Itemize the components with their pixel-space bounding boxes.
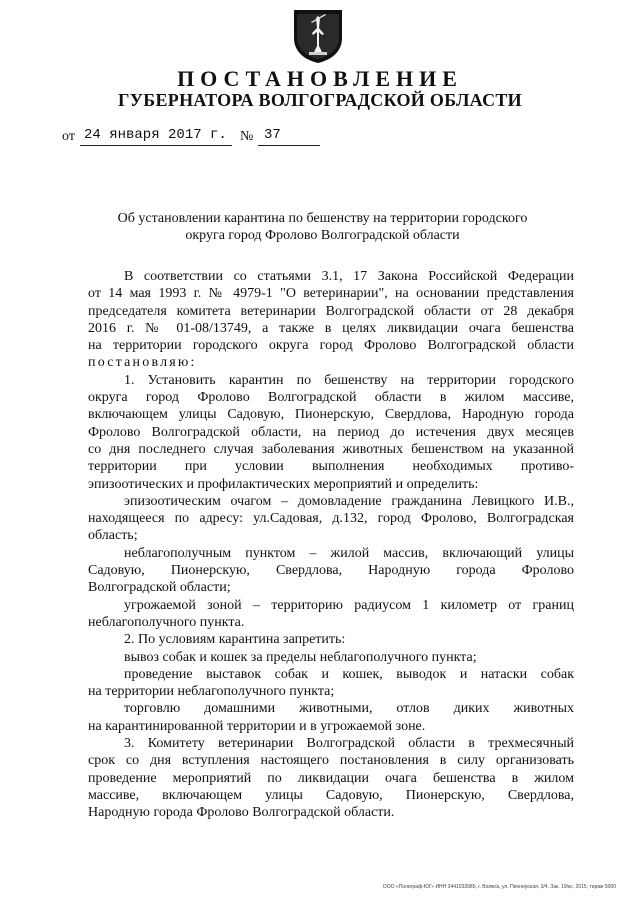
body-line: 2016 г. № 01-08/13749, а также в целях ликвидации очага бешенства [88,320,574,336]
subject-line: Об установлении карантина по бешенству на территории городского [117,211,528,226]
number-underline [258,145,320,146]
subject-line: округа город Фролово Волгоградской области [185,228,460,243]
document-subtitle: ГУБЕРНАТОРА ВОЛГОГРАДСКОЙ ОБЛАСТИ [118,90,522,110]
body-line: массиве, включающем улицы Садовую, Пионерскую, Свердлова, [88,787,574,803]
body-line: от 14 мая 1993 г. № 4979-1 "О ветеринарии", на основании представления [88,286,574,302]
body-line: председателя комитета ветеринарии Волгоградской области от 28 декабря [88,303,574,319]
body-line: область; [88,528,138,544]
body-line: 2. По условиям карантина запретить: [124,632,346,648]
body-line: территории при условии выполнения необходимых противо- [88,459,574,475]
body-line: включающем улицы Садовую, Пионерскую, Свердлова, Народную города [88,407,574,423]
document-number-label: № [240,129,254,144]
printer-footer: ООО «Полиграф-ЮГ» ИНН 3441033985, г. Волжск, ул. Пионерская, 3/4. Зак. 19/кс, 2015, тираж 5000 [382,884,616,890]
body-line: проведение мероприятий по ликвидации очага бешенства в жилом [88,770,574,786]
document-subject [90,210,555,244]
coat-of-arms-emblem [291,8,345,64]
document-body [88,268,574,822]
body-line: Фролово Волгоградской области, на период до истечения двух месяцев [88,424,574,440]
body-line: эпизоотическим очагом – домовладение гражданина Левицкого И.В., [124,493,574,509]
body-line: 3. Комитету ветеринарии Волгоградской области в трехмесячный [124,736,574,752]
body-line: срок со дня вступления настоящего постановления в силу организовать [88,753,574,769]
body-line: торговлю домашними животными, отлов диких животных [124,701,574,717]
date-from-label: от [62,129,75,144]
body-line: эпизоотических и профилактических мероприятий и определить: [88,476,479,492]
document-title: ПОСТАНОВЛЕНИЕ [177,66,463,91]
body-line: угрожаемой зоной – территорию радиусом 1 километр от границ [124,597,574,613]
body-line: 1. Установить карантин по бешенству на территории городского [124,372,574,388]
resolution-word: постановляю: [88,355,197,371]
body-line: Садовую, Пионерскую, Свердлова, Народную города Фролово [88,563,574,579]
body-line: неблагополучного пункта. [88,614,245,630]
body-line: находящееся по адресу: ул.Садовая, д.132, город Фролово, Волгоградская [88,511,574,527]
body-line: на территории неблагополучного пункта; [88,684,335,700]
body-line: вывоз собак и кошек за пределы неблагополучного пункта; [124,649,477,665]
body-line: округа город Фролово Волгоградской области в жилом массиве, [88,390,574,406]
document-date: 24 января 2017 г. [84,127,227,143]
body-line: Волгоградской области; [88,580,231,596]
body-line: на территории городского округа город Фролово Волгоградской области [88,338,574,354]
volgograd-coat-of-arms-icon [291,8,345,64]
date-underline [80,145,232,146]
body-line: проведение выставок собак и кошек, выводок и натаски собак [124,666,574,682]
body-line: В соответствии со статьями 3.1, 17 Закона Российской Федерации [124,269,574,284]
body-line: со дня последнего случая заболевания животных бешенством на указанной [88,441,574,457]
body-line: Народную города Фролово Волгоградской области. [88,805,395,821]
body-line: неблагополучным пунктом – жилой массив, включающий улицы [124,545,574,561]
document-number: 37 [264,127,281,143]
body-line: на карантинированной территории и в угрожаемой зоне. [88,718,426,734]
